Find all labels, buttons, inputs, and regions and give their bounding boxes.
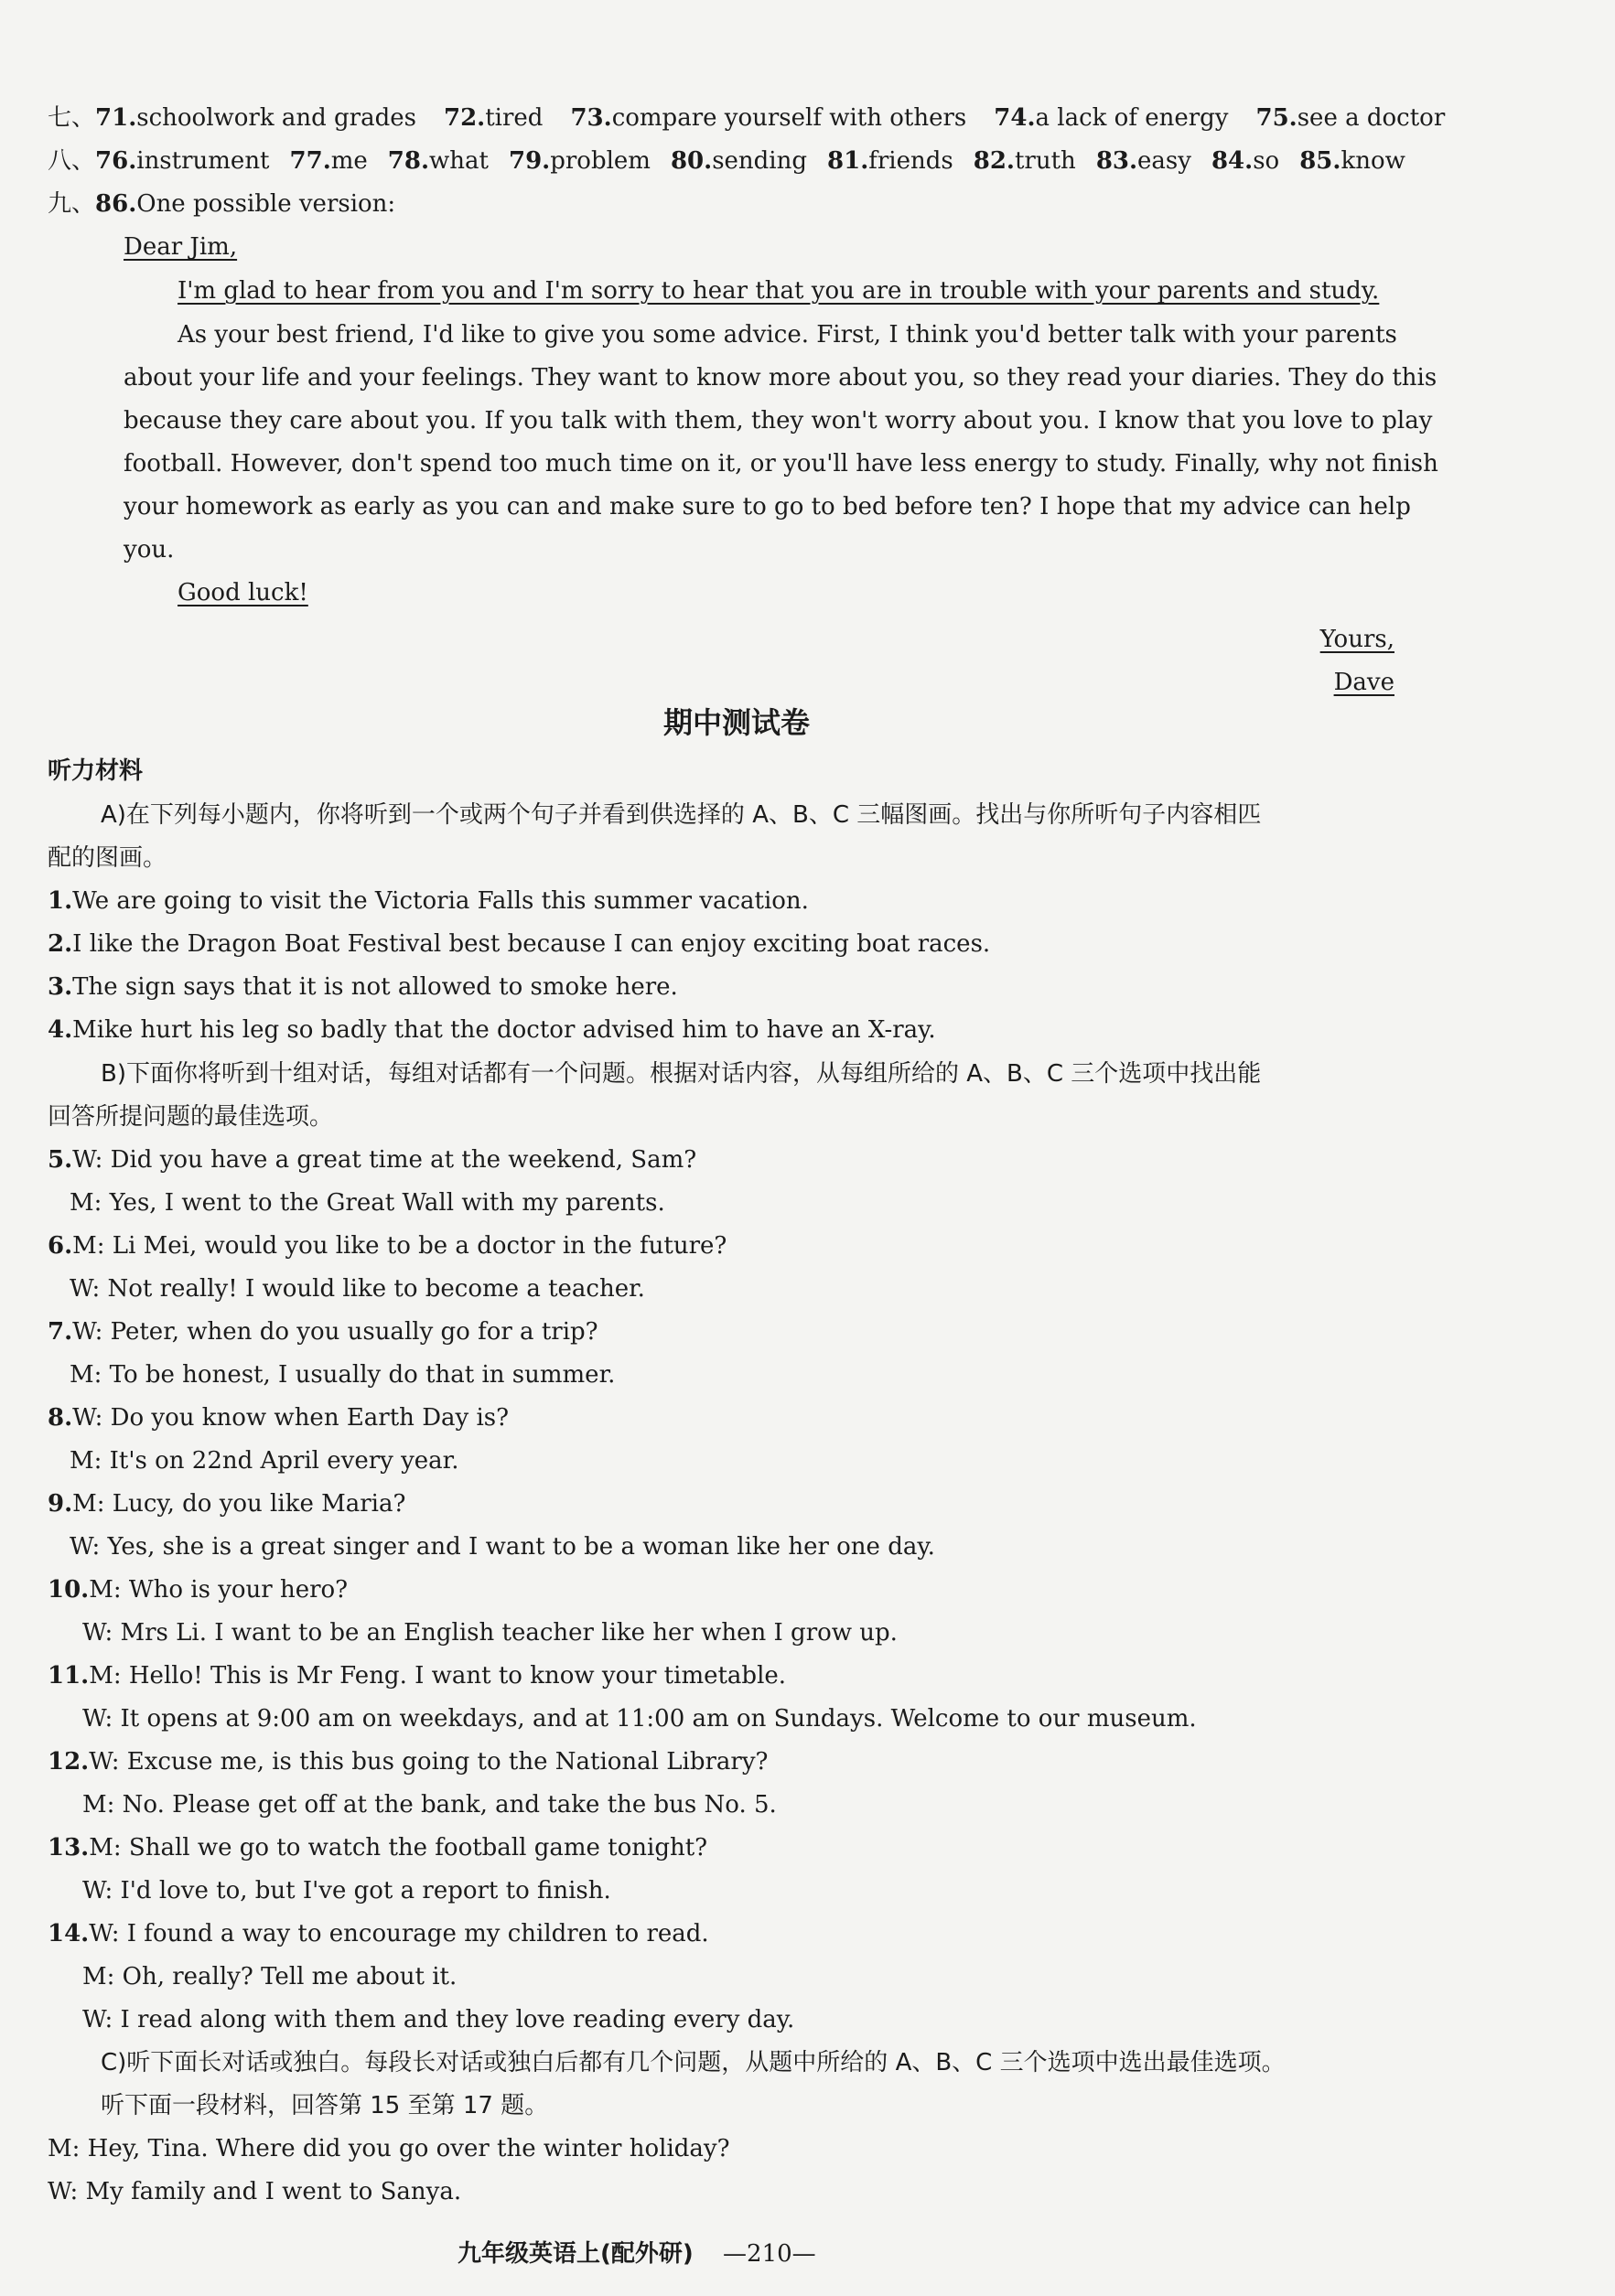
dialog-13-line-2: W: I'd love to, but I've got a report to finish.	[82, 1877, 611, 1904]
item-number: 76.	[95, 147, 137, 175]
dialog-text: W: Peter, when do you usually go for a trip?	[72, 1318, 598, 1346]
question-4	[48, 1014, 936, 1046]
item-number: 1.	[48, 887, 73, 915]
dialog-7-line-2: M: To be honest, I usually do that in summer.	[70, 1361, 616, 1389]
item-number: 74.	[994, 104, 1036, 132]
question-1	[48, 885, 809, 917]
question-3	[48, 971, 678, 1003]
section-title: 期中测试卷	[662, 705, 810, 740]
answer-text: One possible version:	[136, 190, 396, 218]
dialog-text: W: Do you know when Earth Day is?	[72, 1404, 510, 1432]
dialog-5-line-1	[48, 1144, 696, 1175]
item-number: 2.	[48, 930, 73, 958]
section-b-instruction: B)下面你将听到十组对话，每组对话都有一个问题。根据对话内容，从每组所给的 A、B、C 三个选项中找出能	[101, 1060, 1262, 1088]
dialog-9-line-2: W: Yes, she is a great singer and I want to be a woman like her one day.	[70, 1533, 935, 1561]
answer-row-7	[48, 102, 1445, 134]
dialog-10-line-1	[48, 1574, 348, 1605]
item-number: 4.	[48, 1016, 73, 1044]
question-text: Mike hurt his leg so badly that the doctor advised him to have an X-ray.	[72, 1016, 936, 1044]
answer-text: tired	[485, 104, 544, 132]
item-number: 80.	[670, 147, 713, 175]
answer-text: instrument	[136, 147, 270, 175]
answer-text: friends	[868, 147, 953, 175]
answer-text: easy	[1137, 147, 1191, 175]
item-number: 7.	[48, 1318, 73, 1346]
section-prefix: 八、	[48, 147, 96, 175]
section-c-instruction: C)听下面长对话或独白。每段长对话或独白后都有几个问题，从题中所给的 A、B、C 三个选项中选出最佳选项。	[101, 2049, 1286, 2076]
section-c-dialog-line: M: Hey, Tina. Where did you go over the winter holiday?	[48, 2135, 730, 2162]
item-number: 11.	[48, 1662, 90, 1690]
item-number: 77.	[289, 147, 331, 175]
dialog-7-line-1	[48, 1316, 598, 1347]
item-number: 78.	[387, 147, 430, 175]
dialog-12-line-1	[48, 1746, 768, 1777]
dialog-6-line-2: W: Not really! I would like to become a teacher.	[70, 1275, 645, 1303]
answer-text: sending	[712, 147, 808, 175]
letter-first-sentence: I'm glad to hear from you and I'm sorry to hear that you are in trouble with your parents and study.	[178, 277, 1380, 305]
letter-body-line: your homework as early as you can and make sure to go to bed before ten? I hope that my advice can help	[124, 493, 1411, 520]
answer-text: truth	[1014, 147, 1076, 175]
section-c-dialog-line: W: My family and I went to Sanya.	[48, 2178, 462, 2205]
question-text: The sign says that it is not allowed to smoke here.	[72, 973, 678, 1001]
item-number: 84.	[1211, 147, 1254, 175]
section-a-instruction: 配的图画。	[48, 844, 167, 872]
item-number: 81.	[827, 147, 869, 175]
letter-sign-name: Dave	[1333, 669, 1394, 696]
item-number: 71.	[95, 104, 137, 132]
item-number: 79.	[508, 147, 551, 175]
dialog-text: W: Did you have a great time at the weekend, Sam?	[72, 1146, 697, 1174]
answer-text: what	[429, 147, 489, 175]
dialog-text: M: Li Mei, would you like to be a doctor in the future?	[72, 1232, 727, 1260]
section-prefix: 七、	[48, 104, 96, 132]
answer-text: compare yourself with others	[611, 104, 967, 132]
dialog-text: M: Shall we go to watch the football game tonight?	[89, 1834, 708, 1861]
dialog-10-line-2: W: Mrs Li. I want to be an English teacher like her when I grow up.	[82, 1619, 898, 1647]
section-b-instruction: 回答所提问题的最佳选项。	[48, 1103, 334, 1131]
dialog-5-line-2: M: Yes, I went to the Great Wall with my parents.	[70, 1189, 665, 1217]
item-number: 8.	[48, 1404, 73, 1432]
item-number: 82.	[973, 147, 1015, 175]
dialog-11-line-2: W: It opens at 9:00 am on weekdays, and at 11:00 am on Sundays. Welcome to our museum.	[82, 1705, 1197, 1733]
letter-body-line: because they care about you. If you talk with them, they won't worry about you. I know that you love to play	[124, 407, 1433, 435]
dialog-text: M: Hello! This is Mr Feng. I want to know your timetable.	[89, 1662, 787, 1690]
answer-text: a lack of energy	[1035, 104, 1229, 132]
book-title: 九年级英语上(配外研)	[458, 2240, 694, 2268]
letter-sign-yours: Yours,	[1319, 626, 1394, 653]
answer-row-8	[48, 145, 1405, 177]
answer-row-9	[48, 188, 395, 220]
item-number: 86.	[95, 190, 137, 218]
answer-text: know	[1340, 147, 1405, 175]
answer-text: schoolwork and grades	[136, 104, 416, 132]
page-number: —210—	[723, 2240, 816, 2268]
dialog-text: M: Lucy, do you like Maria?	[72, 1490, 406, 1518]
letter-body-line: about your life and your feelings. They want to know more about you, so they read your diaries. They do this	[124, 364, 1437, 392]
dialog-11-line-1	[48, 1660, 786, 1691]
letter-body-line: As your best friend, I'd like to give you some advice. First, I think you'd better talk with your parents	[178, 321, 1397, 349]
letter-body-line: football. However, don't spend too much time on it, or you'll have less energy to study. Finally, why not finish	[124, 450, 1438, 477]
dialog-text: W: I found a way to encourage my children to read.	[89, 1920, 709, 1947]
listening-label: 听力材料	[48, 757, 144, 785]
item-number: 85.	[1299, 147, 1341, 175]
item-number: 72.	[443, 104, 486, 132]
question-text: I like the Dragon Boat Festival best because I can enjoy exciting boat races.	[72, 930, 991, 958]
item-number: 73.	[570, 104, 612, 132]
letter-greeting: Dear Jim,	[124, 233, 238, 261]
dialog-14-line-3: W: I read along with them and they love reading every day.	[82, 2006, 795, 2033]
item-number: 14.	[48, 1920, 90, 1947]
question-2	[48, 928, 990, 960]
question-text: We are going to visit the Victoria Falls this summer vacation.	[72, 887, 809, 915]
answer-text: so	[1253, 147, 1280, 175]
item-number: 6.	[48, 1232, 73, 1260]
dialog-14-line-2: M: Oh, really? Tell me about it.	[82, 1963, 458, 1990]
dialog-14-line-1	[48, 1918, 709, 1949]
item-number: 5.	[48, 1146, 73, 1174]
letter-closing: Good luck!	[178, 579, 308, 606]
item-number: 10.	[48, 1576, 90, 1604]
dialog-text: W: Excuse me, is this bus going to the National Library?	[89, 1748, 769, 1776]
item-number: 9.	[48, 1490, 73, 1518]
item-number: 13.	[48, 1834, 90, 1861]
section-c-instruction: 听下面一段材料，回答第 15 至第 17 题。	[101, 2092, 549, 2119]
dialog-text: M: Who is your hero?	[89, 1576, 349, 1604]
answer-text: me	[330, 147, 368, 175]
item-number: 3.	[48, 973, 73, 1001]
section-a-instruction: A)在下列每小题内，你将听到一个或两个句子并看到供选择的 A、B、C 三幅图画。找出与你所听句子内容相匹	[101, 801, 1262, 829]
item-number: 75.	[1255, 104, 1297, 132]
letter-body-line: you.	[124, 536, 175, 563]
answer-text: see a doctor	[1297, 104, 1446, 132]
section-prefix: 九、	[48, 190, 96, 218]
dialog-8-line-1	[48, 1402, 509, 1433]
dialog-6-line-1	[48, 1230, 727, 1261]
item-number: 12.	[48, 1748, 90, 1776]
page-footer	[458, 2238, 816, 2269]
dialog-8-line-2: M: It's on 22nd April every year.	[70, 1447, 459, 1475]
dialog-9-line-1	[48, 1488, 405, 1519]
item-number: 83.	[1095, 147, 1138, 175]
dialog-13-line-1	[48, 1832, 707, 1863]
answer-text: problem	[550, 147, 651, 175]
dialog-12-line-2: M: No. Please get off at the bank, and take the bus No. 5.	[82, 1791, 777, 1819]
